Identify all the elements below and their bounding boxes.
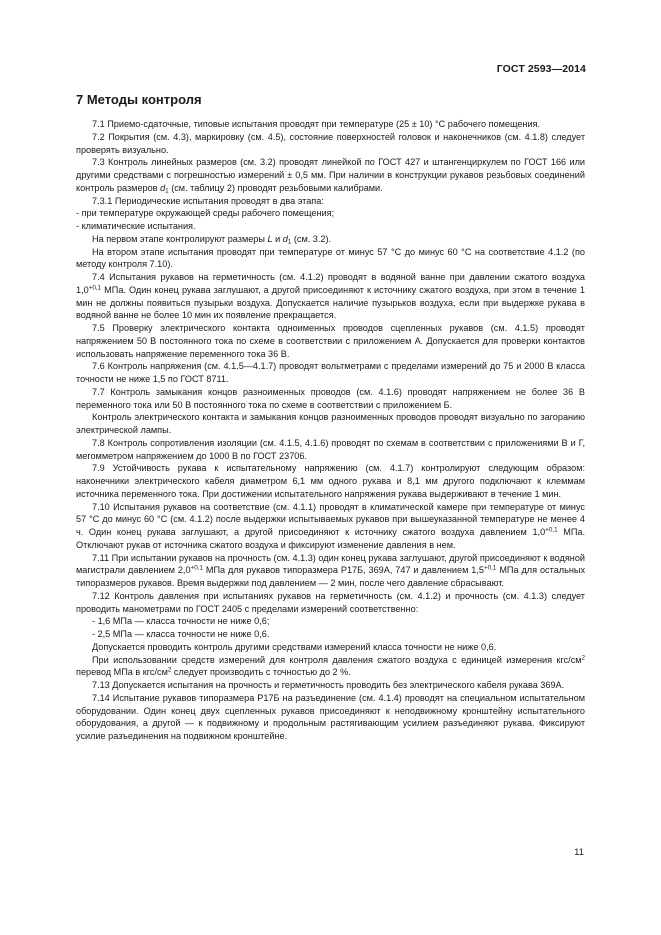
paragraph-7-11: 7.11 При испытании рукавов на прочность (см. 4.1.3) один конец рукава заглушают, другой присоединяют к водяной магистрали давлением $2,0^{+0,1}$ МПа для рукавов типоразмера Р17Б, 369А, 747 и давлением $1,5^{+0,1}$ МПа для остальных типоразмеров рукавов. Время выдержки под давлением — 2 мин, после чего давление сбрасывают. bbox=[76, 552, 586, 588]
paragraph-7-5: 7.5 Проверку электрического контакта одноименных проводов сцепленных рукавов (см. 4.1.5) проводят напряжением 50 В постоянного тока по схеме в соответствии с приложением А. Допускается для проверки контактов использовать напряжение переменного тока 36 В. bbox=[76, 323, 585, 359]
paragraph-7-9: 7.9 Устойчивость рукава к испытательному напряжению (см. 4.1.7) контролируют следующим образом: наконечники электрического кабеля диаметром 6,1 мм одного рукава и 8,1 мм другого подключают к клеммам источника переменного тока. При достижении испытательного напряжения рукава выдерживают в течение 1 мин. bbox=[76, 463, 585, 499]
section-title: 7 Методы контроля bbox=[76, 92, 202, 107]
paragraph-visual-control: Контроль электрического контакта и замыкания концов разноименных проводов проводят визуально по загоранию электрической лампы. bbox=[76, 412, 585, 435]
paragraph-second-stage: На втором этапе испытания проводят при температуре от минус 57 °С до минус 60 °С на соответствие 4.1.2 (по методу контроля 7.10). bbox=[76, 246, 585, 270]
paragraph-7-12: 7.12 Контроль давления при испытаниях рукавов на герметичность (см. 4.1.2) и прочность (см. 4.1.3) следует проводить манометрами по ГОСТ 2405 с пределами измерений соответственно: bbox=[76, 590, 585, 614]
paragraph-7-4: 7.4 Испытания рукавов на герметичность (см. 4.1.2) проводят в водяной ванне при давлении сжатого воздуха $1,0^{+0,1}$ МПа. Один конец рукава заглушают, а другой присоединяют к источнику сжатого воздуха, при этом в течение 1 мин не должны появиться пузырьки воздуха. Допускается наличие пузырьков воздуха, если при выдержке рукава в водяной ванне не более 10 мин их появление прекращается. bbox=[76, 272, 585, 321]
paragraph-7-6: 7.6 Контроль напряжения (см. 4.1.5—4.1.7) проводят вольтметрами с пределами измерений до 75 и 2000 В класса точности не ниже 1,5 по ГОСТ 8711. bbox=[76, 361, 585, 384]
list-item: - при температуре окружающей среды рабочего помещения; bbox=[76, 208, 335, 219]
paragraph-7-10: 7.10 Испытания рукавов на соответствие (см. 4.1.1) проводят в климатической камере при температуре от минус 57 °С до минус 60 °С (см. 4.1.2) после выдержки испытываемых рукавов при вышеуказанной температуре не менее 4 ч. Один конец рукава заглушают, а другой присоединяют к источнику сжатого воздуха давлением $1,0^{+0,1}$ МПа. Отключают рукав от источника сжатого воздуха и фиксируют изменение давления в нем. bbox=[76, 501, 586, 550]
paragraph-7-3: 7.3 Контроль линейных размеров (см. 3.2) проводят линейкой по ГОСТ 427 и штангенциркулем по ГОСТ 166 или другими средствами с погрешностью измерений ± 0,5 мм. При наличии в конструкции рукавов резьбовых соединений контроль размеров $d_1$ (см. таблицу 2) проводят резьбовыми калибрами. bbox=[76, 157, 585, 195]
list-item: - 2,5 МПа — класса точности не ниже 0,6. bbox=[92, 629, 270, 639]
paragraph-other-means: Допускается проводить контроль другими средствами измерений класса точности не ниже 0,6. bbox=[92, 641, 497, 652]
paragraph-7-8: 7.8 Контроль сопротивления изоляции (см. 4.1.5, 4.1.6) проводят по схемам в соответствии с приложениями В и Г, мегомметром напряжением до 1000 В по ГОСТ 23706. bbox=[76, 437, 585, 461]
paragraph-7-2: 7.2 Покрытия (см. 4.3), маркировку (см. 4.5), состояние поверхностей головок и наконечников (см. 4.1.8) следует проверять визуально. bbox=[76, 131, 585, 155]
paragraph-7-14: 7.14 Испытание рукавов типоразмера Р17Б на разъединение (см. 4.1.4) проводят на специальном испытательном оборудовании. Один конец двух сцепленных рукавов присоединяют к неподвижному кронштейну испытательного оборудования, а другой — к подвижному и продольным растягивающим усилием разъединяют рукава. Фиксируют усилие разъединения на подвижном кронштейне. bbox=[76, 692, 585, 741]
page-number: 11 bbox=[574, 847, 584, 858]
list-item: - климатические испытания. bbox=[76, 221, 196, 231]
paragraph-7-13: 7.13 Допускается испытания на прочность и герметичность проводить без электрического кабеля рукава 369А. bbox=[92, 680, 565, 690]
paragraph-unit-conversion: При использовании средств измерений для контроля давления сжатого воздуха с единицей измерения кгс/$см^2$ перевод МПа в кгс/$см^2$ следует производить с точностью до 2 %. bbox=[76, 654, 585, 678]
standard-header: ГОСТ 2593—2014 bbox=[496, 63, 586, 75]
paragraph-7-1: 7.1 Приемо-сдаточные, типовые испытания проводят при температуре (25 ± 10) °С рабочего помещения. bbox=[92, 119, 541, 129]
paragraph-first-stage: На первом этапе контролируют размеры L и $d_1$ (см. 3.2). bbox=[92, 233, 332, 246]
paragraph-7-7: 7.7 Контроль замыкания концов разноименных проводов (см. 4.1.6) проводят напряжением не более 36 В переменного тока или 50 В постоянного тока по схеме в соответствии с приложением Б. bbox=[76, 386, 585, 410]
paragraph-7-3-1: 7.3.1 Периодические испытания проводят в два этапа: bbox=[92, 195, 324, 206]
section-body bbox=[76, 118, 585, 743]
list-item: - 1,6 МПа — класса точности не ниже 0,6; bbox=[92, 616, 270, 627]
